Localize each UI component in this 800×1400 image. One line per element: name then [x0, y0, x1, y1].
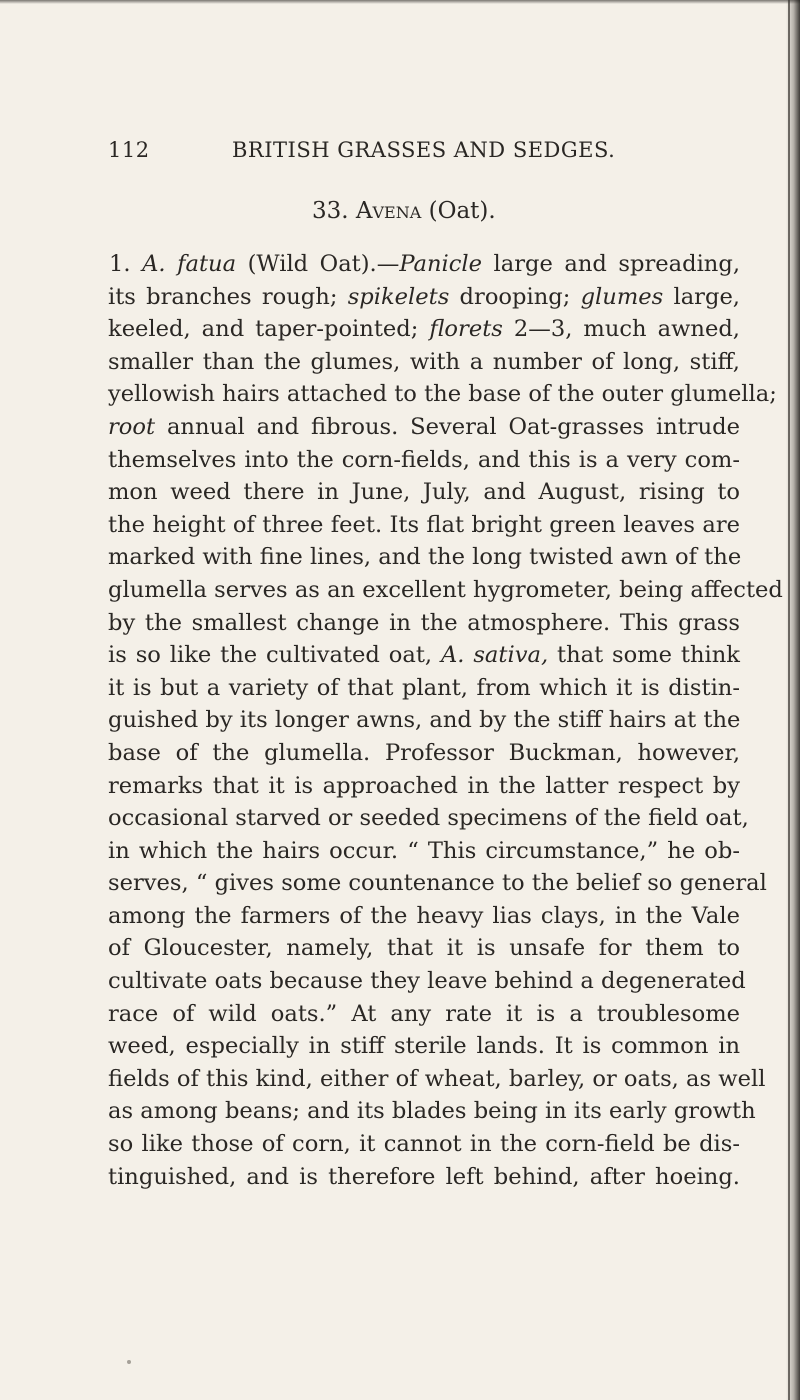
text-line-12: by the smallest change in the atmosphere. This grass	[108, 609, 740, 636]
text-line-20: serves, “ gives some countenance to the belief so general	[108, 870, 767, 897]
section-genus: Avena	[355, 198, 422, 224]
text-fragment: 2—3, much awned,	[502, 316, 740, 343]
text-line-26: fields of this kind, either of wheat, barley, or oats, as well	[108, 1065, 766, 1092]
text-line-21: among the farmers of the heavy lias clays, in the Vale	[108, 902, 740, 929]
page-top-edge	[0, 0, 800, 4]
term-spikelets: spikelets	[347, 283, 450, 310]
text-line-16: base of the glumella. Professor Buckman, however,	[108, 739, 740, 766]
text-line-13	[108, 639, 740, 672]
text-fragment: is so like the cultivated oat,	[108, 642, 441, 669]
text-line-5: yellowish hairs attached to the base of the outer glumella;	[108, 381, 777, 408]
text-line-18: occasional starved or seeded specimens of the field oat,	[108, 805, 749, 832]
term-panicle: Panicle	[399, 251, 483, 277]
term-florets: florets	[429, 316, 503, 343]
text-line-3	[108, 313, 740, 346]
term-root: root	[108, 413, 156, 440]
text-line-7: themselves into the corn-fields, and this is a very com-	[108, 446, 740, 473]
text-line-24: race of wild oats.” At any rate it is a troublesome	[108, 1000, 740, 1027]
species-name: A. fatua	[142, 251, 237, 277]
text-fragment: (Wild Oat).—	[247, 251, 400, 277]
text-line-9: the height of three feet. Its flat bright green leaves are	[108, 511, 740, 538]
section-heading	[0, 198, 800, 224]
text-line-6	[108, 411, 740, 444]
text-fragment: that some think	[548, 642, 741, 669]
text-fragment: large and spreading,	[482, 251, 741, 277]
text-fragment: large,	[663, 283, 740, 310]
text-line-25: weed, especially in stiff sterile lands. It is common in	[108, 1033, 740, 1060]
text-line-4: smaller than the glumes, with a number of long, stiff,	[108, 348, 740, 375]
text-line-29: tinguished, and is therefore left behind, after hoeing.	[108, 1163, 740, 1190]
term-glumes: glumes	[580, 283, 664, 310]
text-line-11: glumella serves as an excellent hygrometer, being affected	[108, 576, 783, 603]
text-line-17: remarks that it is approached in the latter respect by	[108, 772, 740, 799]
text-line-27: as among beans; and its blades being in its early growth	[108, 1098, 756, 1125]
text-fragment: 1.	[109, 251, 143, 277]
text-line-28: so like those of corn, it cannot in the corn-field be dis-	[108, 1131, 740, 1158]
text-fragment: annual and fibrous. Several Oat-grasses intrude	[155, 413, 740, 440]
section-number: 33.	[312, 198, 349, 224]
page-number: 112	[108, 138, 150, 162]
text-fragment: its branches rough;	[108, 283, 348, 310]
running-title: BRITISH GRASSES AND SEDGES.	[232, 138, 616, 162]
text-fragment: drooping;	[449, 283, 581, 310]
section-common-name: (Oat).	[428, 198, 496, 224]
text-line-15: guished by its longer awns, and by the stiff hairs at the	[108, 707, 741, 734]
text-line-1	[108, 248, 740, 281]
text-line-10: marked with fine lines, and the long twisted awn of the	[108, 544, 742, 571]
text-line-19: in which the hairs occur. “ This circumstance,” he ob-	[108, 837, 740, 864]
running-head	[0, 138, 800, 172]
print-speck	[127, 1360, 131, 1364]
text-fragment: keeled, and taper-pointed;	[108, 316, 430, 343]
text-line-22: of Gloucester, namely, that it is unsafe for them to	[108, 935, 740, 962]
species-name-sativa: A. sativa,	[440, 642, 549, 669]
text-line-14: it is but a variety of that plant, from which it is distin-	[108, 674, 740, 701]
text-line-8: mon weed there in June, July, and August, rising to	[108, 479, 740, 506]
text-line-2	[108, 281, 740, 314]
text-line-23: cultivate oats because they leave behind a degenerated	[108, 968, 746, 995]
body-text	[108, 248, 783, 1193]
